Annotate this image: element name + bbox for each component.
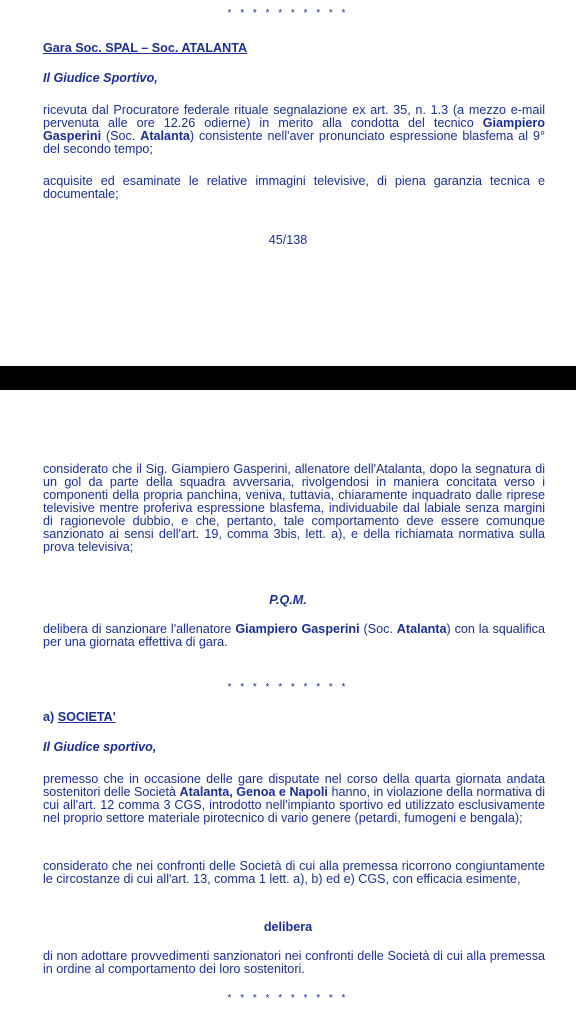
judge-title: Il Giudice sportivo, — [43, 740, 157, 754]
page-break-divider — [0, 366, 576, 390]
paragraph-considerato-gasperini: considerato che il Sig. Giampiero Gasperini, allenatore dell'Atalanta, dopo la segnatura di un gol da parte della squadra avversaria, rivolgendosi in maniera concitata verso i componenti della propria panchina, veniva, tuttavia, chiaramente inquadrato dalle riprese televisive mentre proferiva espressione blasfema, individuabile dal labiale senza margini di ragionevole dubbio, e che, pertanto, tale comportamento deve essere comunque sanzionato ai sensi dell'art. 19, comma 3bis, lett. a), e della richiamata normativa sulla prova televisiva; — [43, 462, 545, 554]
bold-name: Giampiero Gasperini — [235, 622, 360, 636]
text-span: ricevuta dal Procuratore federale rituale segnalazione ex art. 35, n. 1.3 (a mezzo e-mail pervenuta alle ore 12.26 odierne) in merito alla condotta del tecnico — [43, 103, 545, 130]
section-heading: SOCIETA' — [57, 710, 116, 724]
text-span: (Soc. — [101, 129, 141, 143]
paragraph-delibera-sanzione — [43, 623, 545, 649]
paragraph-premesso — [43, 773, 545, 825]
separator-stars: * * * * * * * * * * — [227, 8, 349, 19]
match-heading: Gara Soc. SPAL – Soc. ATALANTA — [43, 41, 248, 55]
judge-title: Il Giudice Sportivo, — [43, 71, 158, 85]
delibera-heading: delibera — [263, 920, 313, 934]
pqm-heading: P.Q.M. — [269, 593, 307, 607]
section-prefix: a) — [43, 710, 58, 724]
text-span: ) con la squalifica per una giornata effettiva di gara. — [43, 622, 545, 649]
text-span: delibera di sanzionare l'allenatore — [43, 622, 236, 636]
bold-name: Giampiero Gasperini — [43, 116, 545, 143]
text-span: hanno, in violazione della normativa di cui all'art. 12 comma 3 CGS, introdotto nell'impianto sportivo ed utilizzato esclusivamente nel proprio settore materiale pirotecnico di vario genere (petardi, fumogeni e bengala); — [43, 785, 546, 825]
text-span: (Soc. — [359, 622, 397, 636]
document-page-bottom — [0, 390, 576, 1024]
bold-club: Atalanta — [396, 622, 447, 636]
separator-stars: * * * * * * * * * * — [227, 993, 349, 1004]
document-page-top — [0, 0, 576, 366]
text-span: premesso che in occasione delle gare disputate nel corso della quarta giornata andata sostenitori delle Società — [43, 772, 545, 799]
bold-club: Atalanta — [140, 129, 190, 143]
paragraph-non-adottare: di non adottare provvedimenti sanzionatori nei confronti delle Società di cui alla premessa in ordine al comportamento dei loro sostenitori. — [43, 949, 545, 976]
paragraph-acquisite: acquisite ed esaminate le relative immagini televisive, di piena garanzia tecnica e documentale; — [43, 174, 545, 201]
bold-clubs: Atalanta, Genoa e Napoli — [179, 785, 328, 799]
paragraph-considerato-societa: considerato che nei confronti delle Società di cui alla premessa ricorrono congiuntamente le circostanze di cui all'art. 13, comma 1 lett. a), b) ed e) CGS, con efficacia esimente, — [43, 859, 545, 886]
paragraph-ricevuta — [43, 104, 545, 156]
page-number: 45/138 — [268, 233, 308, 247]
separator-stars: * * * * * * * * * * — [227, 682, 349, 693]
section-heading-row — [43, 710, 116, 724]
text-span: ) consistente nell'aver pronunciato espressione blasfema al 9° del secondo tempo; — [43, 129, 545, 156]
